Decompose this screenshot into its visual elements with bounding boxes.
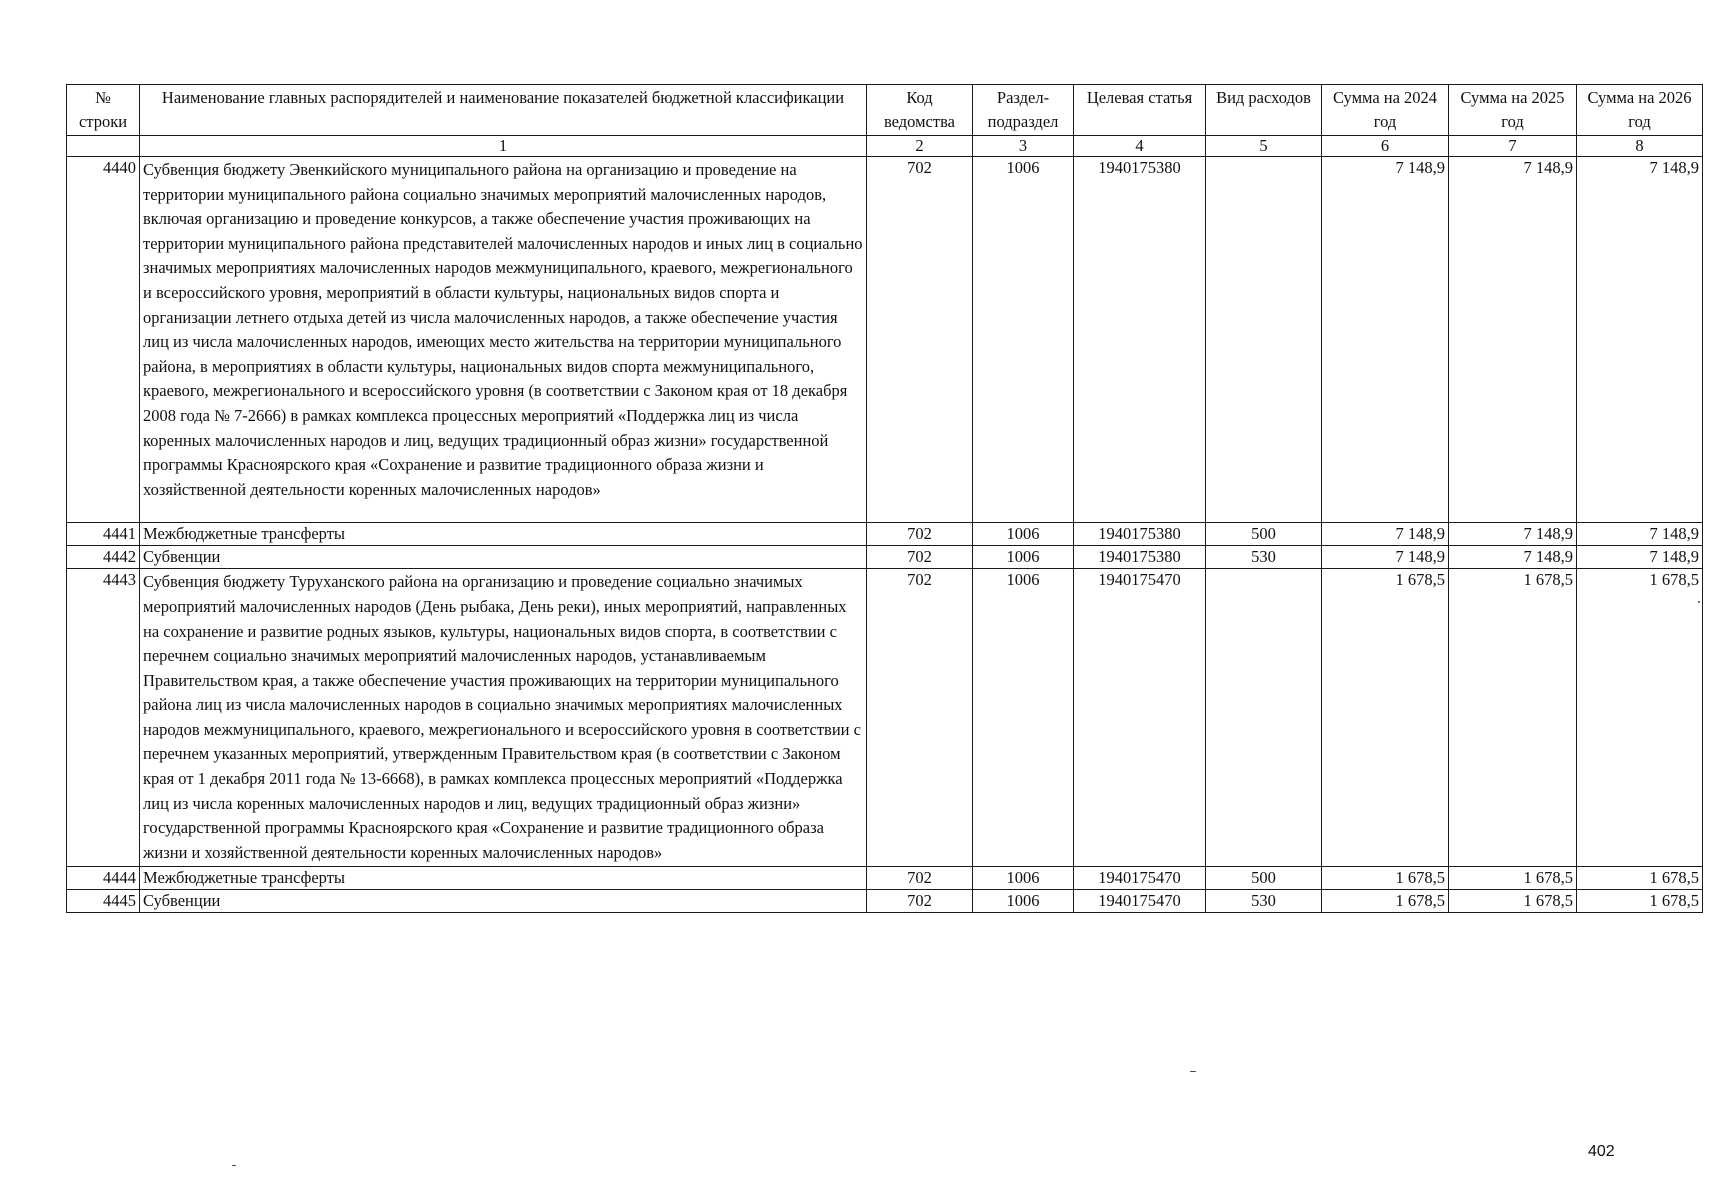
row-dept-code: 702	[867, 867, 973, 890]
row-section: 1006	[973, 523, 1074, 546]
column-number: 8	[1577, 136, 1703, 157]
row-sum-2025: 7 148,9	[1449, 546, 1577, 569]
header-target: Целевая статья	[1074, 85, 1206, 136]
row-number: 4445	[67, 890, 140, 913]
row-number: 4443	[67, 569, 140, 867]
row-name: Субвенция бюджету Туруханского района на организацию и проведение социально значимых мероприятий малочисленных народов (День рыбака, День реки), иных мероприятий, направленных на сохранение и развитие родных языков, культуры, национальных видов спорта, в соответствии с перечнем социально значимых мероприятий малочисленных народов, устанавливаемым Правительством края, а также обеспечение участия проживающих на территории муниципального района лиц из числа малочисленных народов в социально значимых мероприятиях малочисленных народов межмуниципального, краевого, межрегионального и всероссийского уровня в соответствии с перечнем указанных мероприятий, утвержденным Правительством края (в соответствии с Законом края от 1 декабря 2011 года № 13-6668), в рамках комплекса процессных мероприятий «Поддержка лиц из числа коренных малочисленных народов и лиц, ведущих традиционный образ жизни» государственной программы Красноярского края «Сохранение и развитие традиционного образа жизни и хозяйственной деятельности коренных малочисленных народов»	[140, 569, 867, 867]
row-target: 1940175470	[1074, 890, 1206, 913]
row-target: 1940175380	[1074, 523, 1206, 546]
row-sum-2026: 7 148,9	[1577, 157, 1703, 523]
row-sum-2024: 7 148,9	[1322, 157, 1449, 523]
row-sum-2026: 1 678,5	[1577, 569, 1703, 867]
row-expense-type: 500	[1206, 867, 1322, 890]
row-number: 4442	[67, 546, 140, 569]
column-number: 3	[973, 136, 1074, 157]
row-expense-type: 500	[1206, 523, 1322, 546]
row-dept-code: 702	[867, 890, 973, 913]
row-section: 1006	[973, 867, 1074, 890]
column-number: 2	[867, 136, 973, 157]
page-number: 402	[1588, 1143, 1615, 1160]
budget-table	[66, 84, 1703, 913]
header-dept-code: Код ведомства	[867, 85, 973, 136]
column-number	[67, 136, 140, 157]
row-sum-2024: 1 678,5	[1322, 867, 1449, 890]
scan-speck	[1698, 601, 1700, 603]
row-sum-2024: 1 678,5	[1322, 890, 1449, 913]
header-sum-2026: Сумма на 2026 год	[1577, 85, 1703, 136]
row-sum-2026: 1 678,5	[1577, 867, 1703, 890]
row-number: 4444	[67, 867, 140, 890]
table-row	[67, 890, 1703, 913]
column-number: 6	[1322, 136, 1449, 157]
column-number-row	[67, 136, 1703, 157]
table-row	[67, 523, 1703, 546]
scan-speck	[232, 1165, 236, 1166]
row-name: Субвенция бюджету Эвенкийского муниципального района на организацию и проведение на территории муниципального района социально значимых мероприятий малочисленных народов, включая организацию и проведение конкурсов, а также обеспечение участия проживающих на территории муниципального района представителей малочисленных народов и иных лиц в социально значимых мероприятиях малочисленных народов межмуниципального, краевого, межрегионального и всероссийского уровня, мероприятий в области культуры, национальных видов спорта и организации летнего отдыха детей из числа малочисленных народов, а также обеспечение участия лиц из числа малочисленных народов, имеющих место жительства на территории муниципального района, в мероприятиях в области культуры, национальных видов спорта межмуниципального, краевого, межрегионального и всероссийского уровня (в соответствии с Законом края от 18 декабря 2008 года № 7-2666) в рамках комплекса процессных мероприятий «Поддержка лиц из числа коренных малочисленных народов и лиц, ведущих традиционный образ жизни» государственной программы Красноярского края «Сохранение и развитие традиционного образа жизни и хозяйственной деятельности коренных малочисленных народов»	[140, 157, 867, 523]
header-section: Раздел-подраздел	[973, 85, 1074, 136]
row-sum-2026: 7 148,9	[1577, 523, 1703, 546]
row-number: 4440	[67, 157, 140, 523]
header-row	[67, 85, 1703, 136]
row-target: 1940175470	[1074, 867, 1206, 890]
column-number: 4	[1074, 136, 1206, 157]
column-number: 5	[1206, 136, 1322, 157]
row-name: Субвенции	[140, 546, 867, 569]
row-expense-type: 530	[1206, 546, 1322, 569]
row-sum-2025: 1 678,5	[1449, 890, 1577, 913]
row-dept-code: 702	[867, 569, 973, 867]
row-expense-type	[1206, 569, 1322, 867]
column-number: 1	[140, 136, 867, 157]
row-sum-2024: 7 148,9	[1322, 523, 1449, 546]
row-target: 1940175380	[1074, 546, 1206, 569]
row-sum-2024: 7 148,9	[1322, 546, 1449, 569]
row-number: 4441	[67, 523, 140, 546]
row-sum-2025: 1 678,5	[1449, 569, 1577, 867]
row-dept-code: 702	[867, 546, 973, 569]
row-expense-type	[1206, 157, 1322, 523]
row-sum-2026: 7 148,9	[1577, 546, 1703, 569]
table-row	[67, 569, 1703, 867]
row-sum-2025: 7 148,9	[1449, 157, 1577, 523]
header-sum-2025: Сумма на 2025 год	[1449, 85, 1577, 136]
row-name: Межбюджетные трансферты	[140, 523, 867, 546]
column-number: 7	[1449, 136, 1577, 157]
table-row	[67, 867, 1703, 890]
header-sum-2024: Сумма на 2024 год	[1322, 85, 1449, 136]
row-sum-2026: 1 678,5	[1577, 890, 1703, 913]
row-dept-code: 702	[867, 157, 973, 523]
header-name: Наименование главных распорядителей и наименование показателей бюджетной классификации	[140, 85, 867, 136]
row-sum-2025: 7 148,9	[1449, 523, 1577, 546]
row-section: 1006	[973, 157, 1074, 523]
table-row	[67, 546, 1703, 569]
row-target: 1940175380	[1074, 157, 1206, 523]
table-row	[67, 157, 1703, 523]
header-expense-type: Вид расходов	[1206, 85, 1322, 136]
row-expense-type: 530	[1206, 890, 1322, 913]
row-sum-2024: 1 678,5	[1322, 569, 1449, 867]
row-sum-2025: 1 678,5	[1449, 867, 1577, 890]
row-name: Субвенции	[140, 890, 867, 913]
row-dept-code: 702	[867, 523, 973, 546]
row-section: 1006	[973, 546, 1074, 569]
scan-speck	[1190, 1071, 1196, 1072]
row-section: 1006	[973, 890, 1074, 913]
row-name: Межбюджетные трансферты	[140, 867, 867, 890]
row-target: 1940175470	[1074, 569, 1206, 867]
header-row-number: № строки	[67, 85, 140, 136]
row-section: 1006	[973, 569, 1074, 867]
